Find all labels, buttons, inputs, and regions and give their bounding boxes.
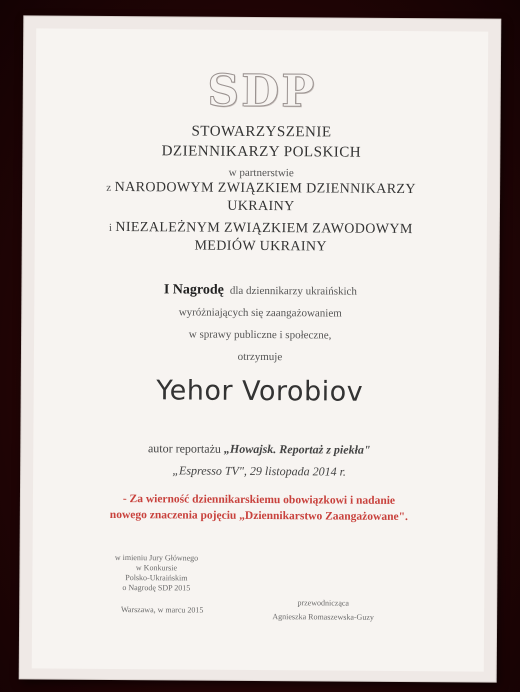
partner-2-prefix: i — [108, 221, 113, 234]
award-line-2: wyróżniających się zaangażowaniem — [178, 306, 342, 320]
receives-label: otrzymuje — [237, 350, 283, 364]
chair-name: Agnieszka Romaszewska-Guzy — [272, 612, 374, 622]
partner-2 — [35, 218, 487, 257]
work-line — [33, 440, 485, 458]
award-prize: I Nagrodę — [163, 282, 224, 298]
jury-block — [96, 553, 216, 594]
award-line-1 — [34, 278, 486, 303]
recipient-name: Yehor Vorobiov — [156, 375, 364, 408]
citation-line-1: - Za wierność dziennikarskiemu obowiązkowi i nadanie — [122, 493, 396, 507]
partner-1 — [35, 178, 487, 217]
citation — [33, 490, 485, 525]
chair-title: przewodnicząca — [297, 598, 350, 608]
jury-line-3: Polsko-Ukraińskim — [125, 573, 188, 583]
citation-line-2: nowego znaczenia pojęciu „Dziennikarstwo Zaangażowane". — [109, 508, 408, 524]
partner-2-line-2: MEDIÓW UKRAINY — [194, 238, 328, 255]
work-title: „Howajsk. Reportaż z piekła" — [223, 441, 371, 457]
organization-line-2: DZIENNIKARZY POLSKICH — [161, 143, 362, 161]
certificate-sheet — [32, 28, 488, 671]
work-prefix: autor reportażu — [147, 441, 221, 456]
organization-name — [35, 120, 487, 163]
partnership-label: w partnerstwie — [228, 166, 294, 180]
place-date: Warszawa, w marcu 2015 — [120, 605, 204, 615]
organization-line-1: STOWARZYSZENIE — [191, 123, 332, 141]
award-line-3: w sprawy publiczne i społeczne, — [188, 328, 332, 342]
partner-1-line-1: NARODOWYM ZWIĄZKIEM DZIENNIKARZY — [114, 179, 416, 198]
partner-1-prefix: z — [106, 181, 112, 194]
sdp-logo: SDP — [207, 65, 317, 118]
jury-line-1: w imieniu Jury Głównego — [114, 552, 199, 563]
jury-line-4: o Nagrodę SDP 2015 — [122, 583, 191, 593]
chair-block — [248, 596, 398, 625]
award-text-1: dla dziennikarzy ukraińskich — [229, 284, 357, 298]
broadcast-line: „Espresso TV", 29 listopada 2014 r. — [172, 463, 347, 479]
jury-line-2: w Konkursie — [135, 563, 178, 573]
partner-2-line-1: NIEZALEŻNYM ZWIĄZKIEM ZAWODOWYM — [115, 219, 413, 238]
partner-1-line-2: UKRAINY — [227, 198, 295, 215]
